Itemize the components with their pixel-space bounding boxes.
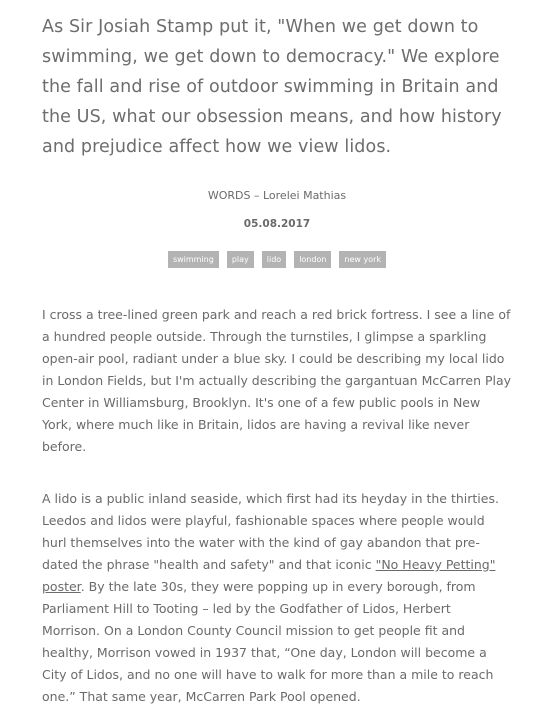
paragraph-2-text-after-link: . By the late 30s, they were popping up in every borough, from Parliament Hill to Tooting – led by the Godfather of Lidos, Herbert Morrison. On a London County Council mission to get people fit and healthy, Morrison vowed in 1937 that, “One day, London will become a City of Lidos, and no one will have to walk for more than a mile to reach one.” That same year, McCarren Park Pool opened. [42,579,494,704]
tag-list [42,251,512,268]
article-standfirst: As Sir Josiah Stamp put it, "When we get down to swimming, we get down to democracy." We explore the fall and rise of outdoor swimming in Britain and the US, what our obsession means, and how history and prejudice affect how we view lidos. [42,17,502,157]
no-heavy-petting-poster-link[interactable]: "No Heavy Petting" poster [42,557,496,594]
byline: WORDS – Lorelei Mathias [207,189,347,202]
body-paragraph-2 [42,488,512,708]
publish-date: 05.08.2017 [243,218,311,230]
tag-play[interactable]: play [227,251,254,268]
paragraph-2-text-before-link: A lido is a public inland seaside, which first had its heyday in the thirties. Leedos and lidos were playful, fashionable spaces where people would hurl themselves into the water with the kind of gay abandon that pre-dated the phrase "health and safety" and that iconic [42,491,499,572]
tag-swimming[interactable]: swimming [168,251,219,268]
article [42,12,512,708]
body-paragraph-1: I cross a tree-lined green park and reach a red brick fortress. I see a line of a hundred people outside. Through the turnstiles, I glimpse a sparkling open-air pool, radiant under a blue sky. I could be describing my local lido in London Fields, but I'm actually describing the gargantuan McCarren Play Center in Williamsburg, Brooklyn. It's one of a few public pools in New York, where much like in Britain, lidos are having a revival like never before. [42,307,512,454]
article-meta [42,189,512,268]
tag-lido[interactable]: lido [262,251,286,268]
tag-new-york[interactable]: new york [339,251,386,268]
tag-london[interactable]: london [294,251,331,268]
